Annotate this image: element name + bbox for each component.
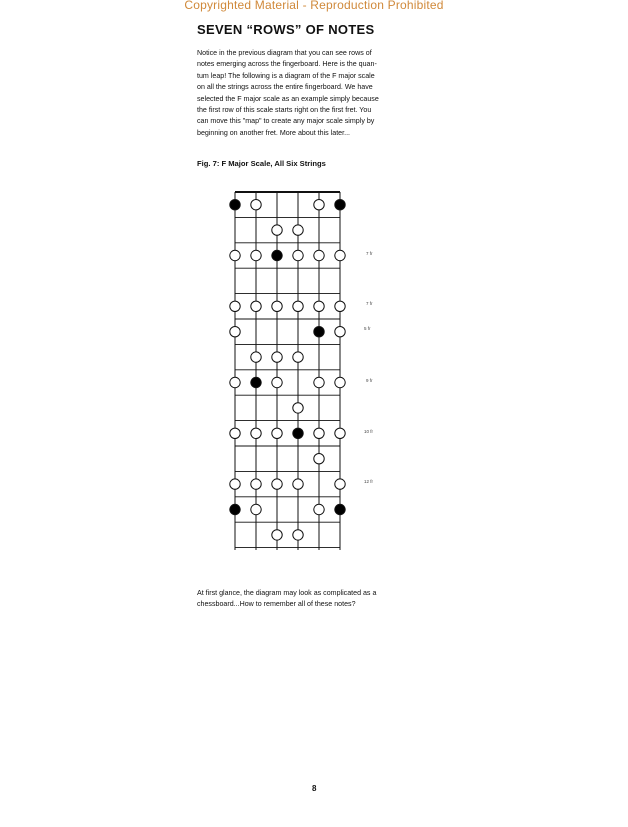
scale-note-dot	[272, 377, 282, 387]
root-note-dot	[230, 200, 240, 210]
scale-note-dot	[314, 504, 324, 514]
intro-line: tum leap! The following is a diagram of the F major scale	[197, 71, 375, 80]
fret-marker-label: 7 fr	[366, 301, 373, 306]
fret-marker-label: 12 fr	[364, 479, 374, 484]
root-note-dot	[314, 327, 324, 337]
scale-note-dot	[335, 479, 345, 489]
scale-note-dot	[293, 225, 303, 235]
intro-line: selected the F major scale as an example simply because	[197, 94, 379, 103]
scale-note-dot	[230, 479, 240, 489]
scale-note-dot	[272, 428, 282, 438]
scale-note-dot	[335, 428, 345, 438]
scale-note-dot	[314, 250, 324, 260]
fret-marker-label: 7 fr	[366, 251, 373, 256]
intro-line: Notice in the previous diagram that you can see rows of	[197, 49, 372, 57]
scale-note-dot	[272, 352, 282, 362]
fret-markers	[364, 251, 374, 484]
intro-line: notes emerging across the fingerboard. Here is the quan-	[197, 60, 377, 69]
figure-caption: Fig. 7: F Major Scale, All Six Strings	[197, 159, 326, 168]
scale-note-dot	[272, 479, 282, 489]
closing-paragraph	[197, 588, 455, 611]
root-note-dot	[251, 377, 261, 387]
root-note-dot	[335, 200, 345, 210]
scale-note-dot	[251, 352, 261, 362]
fretboard-diagram	[220, 186, 390, 552]
scale-note-dot	[251, 504, 261, 514]
scale-note-dot	[293, 479, 303, 489]
copyright-watermark: Copyrighted Material - Reproduction Prohibited	[184, 0, 444, 12]
scale-note-dot	[230, 301, 240, 311]
closing-line: chessboard...How to remember all of these notes?	[197, 600, 356, 609]
scale-note-dot	[335, 327, 345, 337]
intro-line: beginning on another fret. More about this later...	[197, 128, 351, 137]
scale-note-dot	[293, 352, 303, 362]
root-note-dot	[230, 504, 240, 514]
scale-note-dot	[272, 301, 282, 311]
scale-note-dot	[335, 301, 345, 311]
fret-marker-label: 10 fr	[364, 429, 374, 434]
scale-note-dot	[230, 428, 240, 438]
scale-note-dot	[230, 250, 240, 260]
scale-note-dot	[314, 377, 324, 387]
intro-line: on all the strings across the entire fingerboard. We have	[197, 83, 373, 92]
scale-note-dot	[293, 530, 303, 540]
scale-note-dot	[293, 250, 303, 260]
page-number: 8	[312, 784, 317, 793]
root-note-dot	[272, 250, 282, 260]
closing-line: At first glance, the diagram may look as complicated as a	[197, 589, 377, 597]
root-note-dot	[293, 428, 303, 438]
scale-note-dot	[335, 377, 345, 387]
scale-note-dot	[272, 225, 282, 235]
intro-line: the first row of this scale starts right on the first fret. You	[197, 106, 372, 115]
scale-note-dot	[314, 428, 324, 438]
scale-note-dot	[314, 454, 324, 464]
intro-paragraph	[197, 48, 455, 139]
scale-note-dot	[272, 530, 282, 540]
scale-note-dot	[251, 200, 261, 210]
scale-note-dot	[251, 301, 261, 311]
scale-note-dot	[293, 301, 303, 311]
scale-note-dot	[251, 479, 261, 489]
scale-note-dot	[314, 200, 324, 210]
fretboard-grid	[235, 192, 340, 550]
scale-note-dot	[230, 377, 240, 387]
intro-line: can move this "map" to create any major scale simply by	[197, 117, 375, 126]
scale-note-dot	[251, 250, 261, 260]
scale-note-dot	[251, 428, 261, 438]
scale-note-dot	[335, 250, 345, 260]
root-note-dot	[335, 504, 345, 514]
scale-note-dot	[293, 403, 303, 413]
scale-note-dot	[314, 301, 324, 311]
fret-marker-label: 9 fr	[366, 378, 373, 383]
scale-note-dot	[230, 327, 240, 337]
fret-marker-label: 5 fr	[364, 326, 371, 331]
section-title: SEVEN “ROWS” OF NOTES	[197, 22, 375, 37]
